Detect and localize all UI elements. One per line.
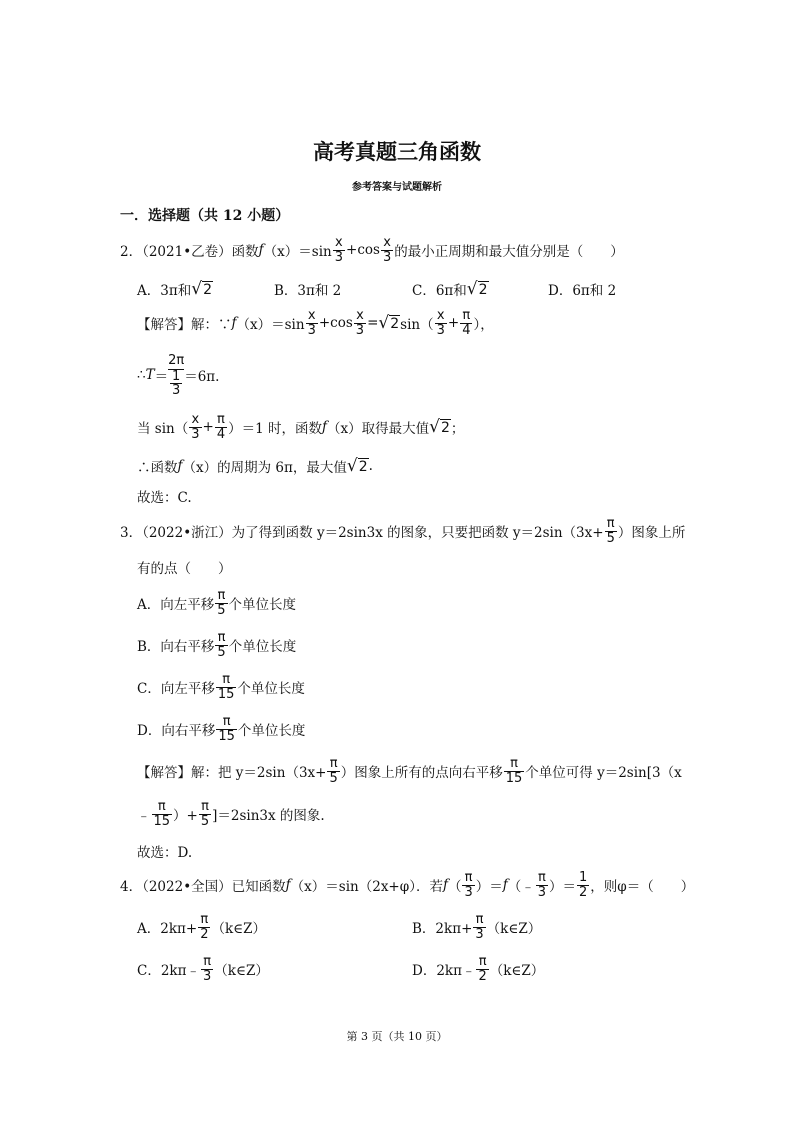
sqrt-symbol: √ 2 bbox=[191, 278, 212, 299]
q4-option-b: B．2kπ+ $\frac{\pi}{3}$ （k∈Z） bbox=[412, 911, 542, 942]
q3-option-a: A．向左平移 $\frac{\pi}{5}$ 个单位长度 bbox=[137, 587, 297, 618]
compound-fraction: 2π $\frac{1}{3}$ bbox=[168, 353, 185, 398]
q2-stem: 2．（2021•乙卷）函数 f （x）＝sin $\frac{x}{3}$ +cos $\frac{x}{3}$ 的最小正周期和最大值分别是（ ） bbox=[120, 234, 624, 265]
q2-option-b: B．3π和 2 bbox=[274, 283, 342, 299]
sqrt-symbol: √ 2 bbox=[346, 455, 368, 476]
fraction: $\frac{1}{2}$ bbox=[579, 869, 588, 900]
q3-option-d: D．向右平移 $\frac{\pi}{15}$ 个单位长度 bbox=[137, 713, 306, 744]
sqrt-symbol: √ 2 bbox=[466, 278, 488, 299]
fraction: $\frac{\pi}{3}$ bbox=[464, 869, 473, 900]
fraction: $\frac{\pi}{5}$ bbox=[606, 515, 615, 546]
q4-option-c: C．2kπ﹣ $\frac{\pi}{3}$ （k∈Z） bbox=[137, 953, 269, 984]
q3-option-b: B．向右平移 $\frac{\pi}{5}$ 个单位长度 bbox=[137, 629, 297, 660]
fraction: $\frac{x}{3}$ bbox=[334, 234, 344, 265]
q2-solution-line4: ∴函数 f （x）的周期为 6π，最大值 √ 2 . bbox=[137, 455, 373, 476]
fraction: $\frac{x}{3}$ bbox=[191, 411, 200, 442]
fraction: $\frac{\pi}{2}$ bbox=[478, 953, 487, 984]
fraction: $\frac{x}{3}$ bbox=[382, 234, 392, 265]
section-heading: 一．选择题（共 12 小题） bbox=[120, 208, 290, 224]
fraction: $\frac{\pi}{15}$ bbox=[153, 798, 171, 829]
sqrt-symbol: √ 2 bbox=[429, 416, 450, 437]
fraction: $\frac{\pi}{3}$ bbox=[475, 911, 484, 942]
q3-stem: 3．（2022•浙江）为了得到函数 y＝2sin3x 的图象，只要把函数 y＝2sin（3x+ $\frac{\pi}{5}$ ）图象上所 bbox=[120, 515, 686, 546]
sqrt-symbol: √ 2 bbox=[378, 312, 400, 333]
fraction: $\frac{\pi}{4}$ bbox=[216, 411, 226, 442]
q2-solution-line1: 【解答】解：∵ f （x）＝sin $\frac{x}{3}$ +cos $\frac{x}{3}$ = √ 2 sin（ $\frac{x}{3}$ + $\frac{\pi}{4}$ ）， bbox=[137, 307, 494, 338]
page-footer: 第 3 页（共 10 页） bbox=[346, 1030, 448, 1043]
fraction: $\frac{\pi}{4}$ bbox=[462, 307, 471, 338]
q4-option-d: D．2kπ﹣ $\frac{\pi}{2}$ （k∈Z） bbox=[412, 953, 545, 984]
fraction: $\frac{\pi}{15}$ bbox=[218, 713, 235, 744]
fraction: $\frac{\pi}{15}$ bbox=[217, 671, 235, 702]
q3-option-c: C．向左平移 $\frac{\pi}{15}$ 个单位长度 bbox=[137, 671, 305, 702]
q3-solution-line2: ﹣ $\frac{\pi}{15}$ ）+ $\frac{\pi}{5}$ ]＝2sin3x 的图象. bbox=[137, 798, 325, 829]
q2-option-a: A．3π和 √ 2 bbox=[137, 278, 212, 299]
fraction: $\frac{\pi}{2}$ bbox=[200, 911, 209, 942]
q2-solution-line3: 当 sin（ $\frac{x}{3}$ + $\frac{\pi}{4}$ ）＝1 时，函数 f （x）取得最大值 √ 2 ； bbox=[137, 411, 465, 442]
document-subtitle: 参考答案与试题解析 bbox=[352, 182, 442, 193]
q2-option-c: C．6π和 √ 2 bbox=[412, 278, 488, 299]
fraction: $\frac{\pi}{3}$ bbox=[202, 953, 212, 984]
q4-stem: 4．（2022•全国）已知函数 f （x）＝sin（2x+φ）．若 f （ $\frac{\pi}{3}$ ）＝ f （﹣ $\frac{\pi}{3}$ ）＝ $\frac{1}{2}$ ，则φ＝（ ） bbox=[120, 869, 695, 900]
document-title: 高考真题三角函数 bbox=[313, 139, 481, 164]
fraction: $\frac{\pi}{5}$ bbox=[329, 755, 338, 786]
q2-solution-line2: ∴ T ＝ 2π $\frac{1}{3}$ ＝6π. bbox=[137, 353, 220, 398]
q3-stem-cont: 有的点（ ） bbox=[137, 561, 232, 577]
fraction: $\frac{\pi}{15}$ bbox=[505, 755, 523, 786]
q4-option-a: A．2kπ+ $\frac{\pi}{2}$ （k∈Z） bbox=[137, 911, 267, 942]
fraction: $\frac{\pi}{5}$ bbox=[217, 629, 226, 660]
fraction: $\frac{\pi}{3}$ bbox=[537, 869, 547, 900]
fraction: $\frac{\pi}{5}$ bbox=[200, 798, 210, 829]
q2-option-d: D．6π和 2 bbox=[548, 283, 617, 299]
fraction: $\frac{x}{3}$ bbox=[307, 307, 316, 338]
q3-solution-line1: 【解答】解：把 y＝2sin（3x+ $\frac{\pi}{5}$ ）图象上所有的点向右平移 $\frac{\pi}{15}$ 个单位可得 y＝2sin[3（x bbox=[137, 755, 682, 786]
fraction: $\frac{x}{3}$ bbox=[436, 307, 445, 338]
fraction: $\frac{\pi}{5}$ bbox=[217, 587, 226, 618]
q3-answer: 故选：D. bbox=[137, 845, 193, 861]
q2-answer: 故选：C. bbox=[137, 490, 192, 506]
fraction: $\frac{x}{3}$ bbox=[355, 307, 365, 338]
